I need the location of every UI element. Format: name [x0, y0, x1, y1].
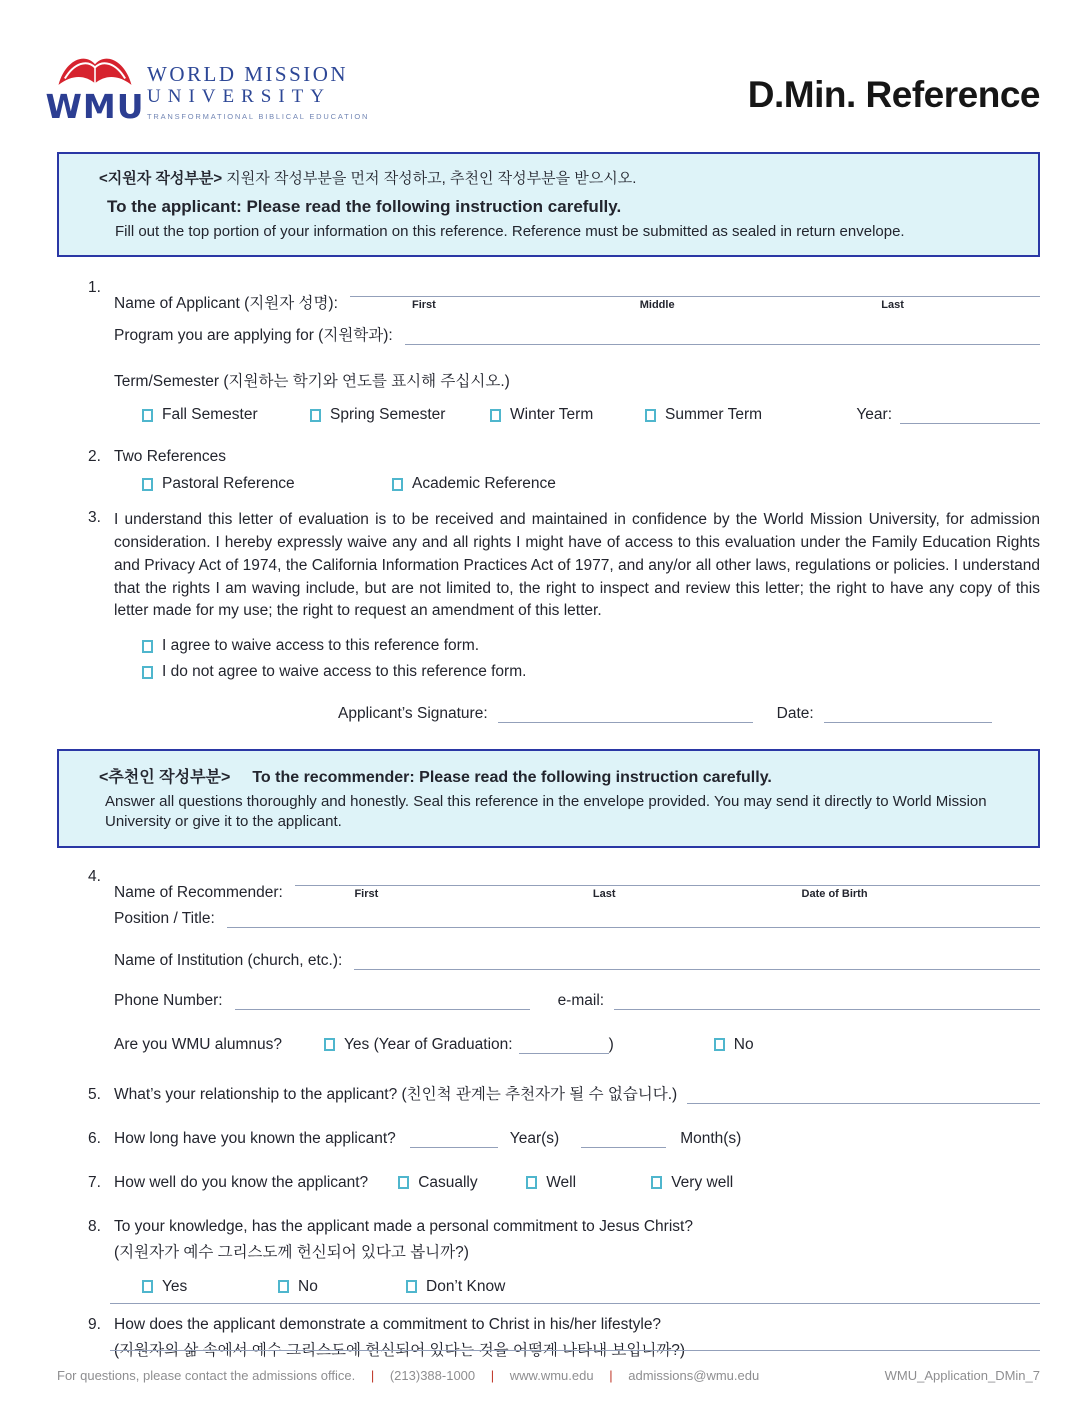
years-known-field[interactable]: [410, 1130, 498, 1148]
q9-number: 9.: [88, 1315, 101, 1333]
q2-label: Two References: [114, 448, 226, 466]
fall-semester-label: Fall Semester: [162, 406, 258, 424]
wmu-acronym: WMU: [45, 87, 145, 126]
spring-semester-checkbox-icon[interactable]: [310, 409, 321, 422]
footer-doc-id: WMU_Application_DMin_7: [884, 1368, 1040, 1383]
know-casually-option[interactable]: [398, 1174, 526, 1192]
question-2: [88, 448, 1040, 493]
q4-position-row: [114, 910, 1040, 928]
question-4: [88, 868, 1040, 1054]
q1-name-row: [114, 279, 1040, 313]
q8-korean: (지원자가 예수 그리스도께 헌신되어 있다고 봅니까?): [114, 1243, 469, 1261]
question-6: [88, 1130, 1040, 1148]
spring-semester-label: Spring Semester: [330, 406, 446, 424]
academic-reference-label: Academic Reference: [412, 475, 556, 493]
position-title-field[interactable]: [227, 910, 1040, 928]
q4-phone-email-row: [114, 992, 1040, 1010]
q1-number: 1.: [88, 279, 101, 297]
footer-separator-3: |: [609, 1368, 613, 1383]
applicant-box-korean-text: 지원자 작성부분을 먼저 작성하고, 추천인 작성부분을 받으시오.: [222, 170, 637, 187]
months-known-field[interactable]: [581, 1130, 666, 1148]
q6-months-label: Month(s): [680, 1129, 742, 1147]
q1-term-options-row: [114, 406, 1040, 424]
q4-number: 4.: [88, 867, 101, 885]
know-well-checkbox-icon[interactable]: [526, 1176, 537, 1189]
commitment-no-option[interactable]: [278, 1278, 406, 1296]
q5-number: 5.: [88, 1085, 101, 1103]
summer-term-option[interactable]: [645, 406, 762, 424]
footer-website: www.wmu.edu: [509, 1368, 594, 1383]
alumnus-no-label: No: [733, 1035, 754, 1053]
date-label: Date:: [776, 705, 814, 723]
q1-name-sublabels: [350, 299, 1040, 313]
wmu-logo-text: [147, 50, 369, 121]
know-well-option[interactable]: [526, 1174, 651, 1192]
question-9: [88, 1316, 1040, 1360]
q9-label: How does the applicant demonstrate a commitment to Christ in his/her lifestyle?: [114, 1315, 662, 1333]
signature-date-field[interactable]: [824, 705, 992, 723]
q6-number: 6.: [88, 1129, 101, 1147]
question-7: [88, 1174, 1040, 1192]
logo-name-line2: UNIVERSITY: [147, 86, 331, 108]
q1-last-label: Last: [881, 299, 904, 312]
waive-disagree-checkbox-icon[interactable]: [142, 666, 153, 679]
wmu-logo: [45, 50, 370, 126]
know-casually-label: Casually: [418, 1173, 478, 1191]
fall-semester-checkbox-icon[interactable]: [142, 409, 153, 422]
question-5: [88, 1082, 1040, 1104]
waive-agree-checkbox-icon[interactable]: [142, 640, 153, 653]
q2-options-row: [114, 475, 1040, 493]
recommender-box-heading-row: [99, 764, 1020, 787]
applicant-signature-field[interactable]: [498, 705, 753, 723]
q9-answer-line-2[interactable]: [110, 1350, 1040, 1351]
question-1: [88, 279, 1040, 424]
form-body-recommender: [0, 868, 1088, 1360]
commitment-dontknow-label: Don’t Know: [426, 1277, 506, 1295]
page-title: D.Min. Reference: [747, 74, 1040, 115]
logo-tagline: TRANSFORMATIONAL BIBLICAL EDUCATION: [147, 111, 370, 121]
q5-label: What’s your relationship to the applicant? (친인척 관계는 추천자가 될 수 없습니다.): [114, 1085, 678, 1103]
q2-number: 2.: [88, 448, 101, 466]
waive-disagree-option[interactable]: [88, 663, 1040, 681]
commitment-yes-checkbox-icon[interactable]: [142, 1280, 153, 1293]
footer-contact-info: [57, 1368, 759, 1383]
commitment-no-checkbox-icon[interactable]: [278, 1280, 289, 1293]
q4-last-label: Last: [592, 887, 616, 900]
waive-disagree-label: I do not agree to waive access to this reference form.: [162, 663, 527, 681]
footer-phone: (213)388-1000: [389, 1368, 476, 1383]
q7-number: 7.: [88, 1173, 101, 1191]
alumnus-yes-checkbox-icon[interactable]: [324, 1038, 335, 1051]
applicant-box-heading: To the applicant: Please read the following instruction carefully.: [107, 197, 622, 216]
recommender-box-body: Answer all questions thoroughly and honestly. Seal this reference in the envelope provided. You may send it directly to World Mission University or give it to the applicant.: [105, 793, 987, 831]
q4-institution-label: Name of Institution (church, etc.):: [114, 951, 343, 969]
q1-label: Name of Applicant (지원자 성명):: [114, 295, 338, 313]
q4-email-label: e-mail:: [557, 991, 605, 1009]
academic-reference-checkbox-icon[interactable]: [392, 478, 403, 491]
q8-options-row: [114, 1278, 1040, 1296]
commitment-yes-option[interactable]: [142, 1278, 278, 1296]
logo-name-line1: WORLD MISSION: [147, 62, 349, 86]
q9-korean: (지원자의 삶 속에서 예수 그리스도에 헌신되어 있다는 것을 어떻게 나타내 보입니까?): [114, 1341, 686, 1359]
q4-alumnus-label: Are you WMU alumnus?: [114, 1035, 282, 1053]
q4-phone-label: Phone Number:: [114, 991, 223, 1009]
q1-program-row: [114, 323, 1040, 345]
form-body: [0, 279, 1088, 723]
fall-semester-option[interactable]: [142, 406, 310, 424]
q6-label: How long have you known the applicant?: [114, 1129, 396, 1147]
know-well-label: Well: [546, 1173, 577, 1191]
header: [0, 0, 1088, 126]
footer: [57, 1368, 1040, 1383]
q4-label: Name of Recommender:: [114, 883, 283, 901]
signature-row: [88, 705, 1040, 723]
know-very-well-option[interactable]: [651, 1174, 733, 1192]
commitment-yes-label: Yes: [162, 1277, 188, 1295]
q3-number: 3.: [88, 509, 101, 527]
waive-agree-option[interactable]: [88, 637, 1040, 655]
academic-reference-option[interactable]: [392, 475, 556, 493]
q1-first-label: First: [412, 299, 436, 312]
alumnus-yes-option[interactable]: [324, 1036, 513, 1054]
q4-name-row: [114, 868, 1040, 902]
recommender-box-heading: To the recommender: Please read the following instruction carefully.: [252, 769, 772, 787]
winter-term-option[interactable]: [490, 406, 645, 424]
applicant-box-korean-line: [99, 167, 1020, 188]
know-casually-checkbox-icon[interactable]: [398, 1176, 409, 1189]
footer-email: admissions@wmu.edu: [628, 1368, 760, 1383]
q4-dob-label: Date of Birth: [801, 887, 868, 900]
wmu-logo-icon: [45, 50, 145, 126]
q4-position-label: Position / Title:: [114, 909, 215, 927]
applicant-name-field[interactable]: [350, 279, 1040, 297]
q4-first-label: First: [354, 887, 379, 900]
q7-label: How well do you know the applicant?: [114, 1173, 369, 1191]
q1-program-label: Program you are applying for (지원학과):: [114, 327, 393, 345]
year-group: [856, 406, 1040, 424]
q1-term-label: Term/Semester (지원하는 학기와 연도를 표시해 주십시오.): [114, 373, 510, 391]
pastoral-reference-checkbox-icon[interactable]: [142, 478, 153, 491]
winter-term-checkbox-icon[interactable]: [490, 409, 501, 422]
know-very-well-label: Very well: [671, 1173, 734, 1191]
q9-answer-line-1[interactable]: [110, 1303, 1040, 1304]
q8-label: To your knowledge, has the applicant made a personal commitment to Jesus Christ?: [114, 1217, 693, 1235]
commitment-no-label: No: [298, 1277, 318, 1295]
know-very-well-checkbox-icon[interactable]: [651, 1176, 662, 1189]
q6-years-label: Year(s): [509, 1129, 560, 1147]
alumnus-no-checkbox-icon[interactable]: [714, 1038, 725, 1051]
winter-term-label: Winter Term: [510, 406, 594, 424]
summer-term-label: Summer Term: [665, 406, 763, 424]
commitment-dontknow-option[interactable]: [406, 1278, 505, 1296]
year-field[interactable]: [900, 406, 1040, 424]
phone-number-field[interactable]: [235, 992, 530, 1010]
q4-alumnus-row: [114, 1036, 1040, 1054]
graduation-year-field[interactable]: [519, 1036, 609, 1054]
recommender-name-field[interactable]: [295, 868, 1040, 886]
applicant-instruction-box: [57, 152, 1040, 257]
relationship-field[interactable]: [687, 1086, 1040, 1104]
q4-name-sublabels: [295, 888, 1040, 902]
footer-contact-text: For questions, please contact the admissions office.: [57, 1368, 356, 1383]
spring-semester-option[interactable]: [310, 406, 490, 424]
recommender-instruction-box: [57, 749, 1040, 848]
alumnus-no-option[interactable]: [714, 1036, 754, 1054]
program-field[interactable]: [405, 327, 1040, 345]
pastoral-reference-option[interactable]: [142, 475, 392, 493]
applicant-signature-label: Applicant’s Signature:: [338, 705, 488, 723]
footer-separator-1: |: [370, 1368, 375, 1383]
applicant-box-korean-label: <지원자 작성부분>: [99, 170, 223, 187]
question-3: [88, 509, 1040, 623]
q3-waiver-text: I understand this letter of evaluation is to be received and maintained in confidence by the World Mission University, for admission consideration. I hereby expressly waive any and all rights I might have of access to this evaluation under the Family Education Rights and Privacy Act of 1974, the California Information Practices Act of 1977, and any/or all other laws, regulations or policies. I understand that the rights I am waving include, but are not limited to, the right to inspect and review this letter; the right to have any copy of this letter made for my use; the right to request an amendment of this letter.: [114, 511, 1040, 620]
pastoral-reference-label: Pastoral Reference: [162, 475, 295, 493]
year-label: Year:: [856, 406, 892, 424]
recommender-box-korean-label: <추천인 작성부분>: [99, 769, 231, 787]
alumnus-yes-label: Yes (Year of Graduation:: [343, 1035, 513, 1053]
applicant-box-body: Fill out the top portion of your information on this reference. Reference must be submitted as sealed in return envelope.: [115, 223, 905, 240]
waive-agree-label: I agree to waive access to this reference form.: [162, 637, 480, 655]
email-field[interactable]: [614, 992, 1040, 1010]
summer-term-checkbox-icon[interactable]: [645, 409, 656, 422]
q4-institution-row: [114, 952, 1040, 970]
q1-middle-label: Middle: [639, 299, 675, 312]
question-8: [88, 1218, 1040, 1296]
commitment-dontknow-checkbox-icon[interactable]: [406, 1280, 417, 1293]
alumnus-yes-close-paren: ): [608, 1035, 614, 1053]
q8-number: 8.: [88, 1217, 101, 1235]
footer-separator-2: |: [490, 1368, 495, 1383]
institution-field[interactable]: [354, 952, 1040, 970]
